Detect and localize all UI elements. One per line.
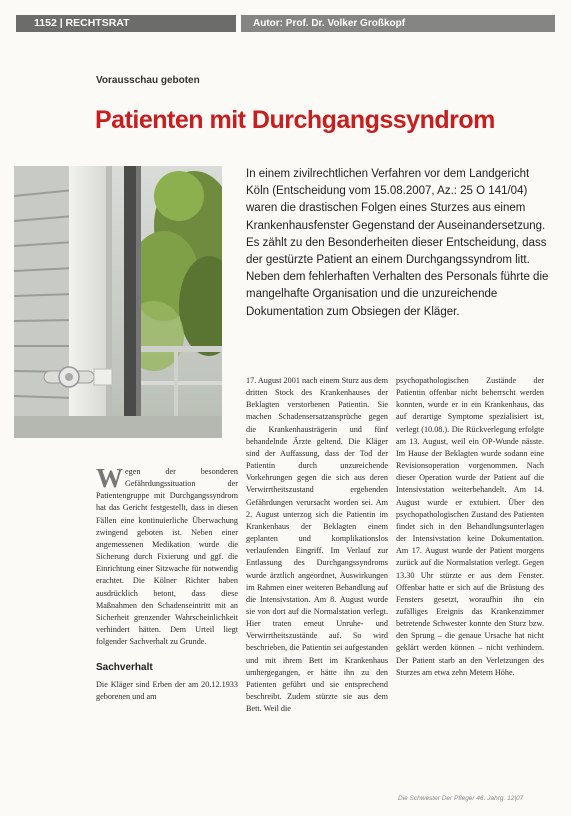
intro-paragraph: Wegen der besonderen Gefährdungssituation der Patientengruppe mit Durchgangssyndrom hat das Gericht festgestellt, dass in diesen Fällen eine kontinuierliche Überwachung zwingend geboten ist. Neben einer angemessenen Medikation wurde die Sicherung durch Fixierung und ggf. die Einrichtung einer Sitzwache für notwendig erachtet. Die Kölner Richter haben ausdrücklich betont, dass diese Maßnahmen den Schadenseintritt mit an Sicherheit grenzender Wahrscheinlichkeit verhindert hätten. Dem Urteil liegt folgender Sachverhalt zu Grunde. bbox=[96, 463, 238, 647]
page-header bbox=[16, 15, 555, 32]
article-title: Patienten mit Durchgangssyndrom bbox=[95, 106, 495, 134]
author-label: Autor: Prof. Dr. Volker Großkopf bbox=[241, 15, 555, 32]
column-2-text: 17. August 2001 nach einem Sturz aus dem dritten Stock des Krankenhauses der Beklagten verstorbenen Patientin. Sie machen Schadensersatzansprüche gegen die Krankenhausträgerin und fünf behandelnde Ärzte geltend. Die Kläger sind der Auffassung, dass der Tod der Patientin durch unzureichende Vorkehrungen gegen die sich aus deren Verwirrtheitszustand ergebenden Gefährdungen verursacht worden sei. Am 2. August unterzog sich die Patientin im Krankenhaus der Beklagten einem geplanten und komplikationslos verlaufenden Eingriff. Im Verlauf zur Entlassung des Durchgangssyndroms wurde ärztlich angeordnet, Auswirkungen im Rahmen einer weiteren Behandlung auf die Intensivstation. Am 8. August wurde sie von dort auf die Normalstation verlegt. Hier traten erneut Unruhe- und Verwirrtheitszustände auf. So wird beschrieben, die Patientin sei aufgestanden und mit ihrem Bett im Krankenhaus umhergegangen, er hätte ihn zu den Patienten geführt und sie entsprechend beschreibt. Zudem stürzte sie aus dem Bett. Weil die bbox=[246, 376, 388, 714]
column-3-text: psychopathologischen Zustände der Patientin offenbar nicht beherrscht werden konnten, wurde er in ein Krankenhaus, das auf derartige Symptome spezialisiert ist, verlegt (10.08.). Die Rückverlegung erfolgte am 13. August, weil ein OP-Wunde nässte. Im Hause der Beklagten wurde sodann eine Revisionsoperation vorgenommen. Nach dieser Operation wurde der Patient auf die Intensivstation weiterbehandelt. Am 14. August wurde er extubiert. Über den psychopathologischen Zustand des Patienten findet sich in den Behandlungsunterlagen der Intensivstation keine Dokumentation. Am 17. August wurde der Patient morgens zurück auf die Normalstation verlegt. Gegen 13.30 Uhr stürzte er aus dem Fenster. Offenbar hatte er sich auf die Brüstung des Fensters gesetzt, woraufhin ihn ein zufälliges Ereignis das Krankenzimmer betretende Schwester konnte den Sturz bzw. den Sprung – die genaue Ursache hat nicht geklärt werden können – nicht verhindern. Der Patient starb an den Verletzungen des Sturzes am etwa zehn Metern Höhe. bbox=[396, 376, 544, 677]
article-lead: In einem zivilrechtlichen Verfahren vor dem Landgericht Köln (Entscheidung vom 15.08.2007, Az.: 25 O 141/04) waren die drastischen Folgen eines Sturzes aus einem Krankenhausfenster Gegenstand der Auseinandersetzung. Es zählt zu den Besonderheiten dieser Entscheidung, dass der gestürzte Patient an einem Durchgangssyndrom litt. Neben dem fehlerhaften Verhalten des Personals führte die mangelhafte Organisation und die unzureichende Dokumentation zum Obsiegen der Kläger. bbox=[246, 168, 549, 318]
drop-cap: W bbox=[96, 463, 123, 493]
article-kicker: Vorausschau geboten bbox=[96, 75, 200, 86]
text-column-2 bbox=[246, 375, 388, 715]
text-column-3 bbox=[396, 375, 544, 679]
section-subhead: Sachverhalt bbox=[96, 662, 153, 674]
text-column-1 bbox=[96, 463, 238, 703]
section-label: 1152 | RECHTSRAT bbox=[16, 15, 236, 32]
column-1-continuation: Die Kläger sind Erben der am 20.12.1933 geborenen und am bbox=[96, 679, 238, 701]
page-footer: Die Schwester Der Pfleger 46. Jahrg. 12|07 bbox=[398, 795, 524, 802]
window-handle-photo bbox=[14, 166, 222, 438]
